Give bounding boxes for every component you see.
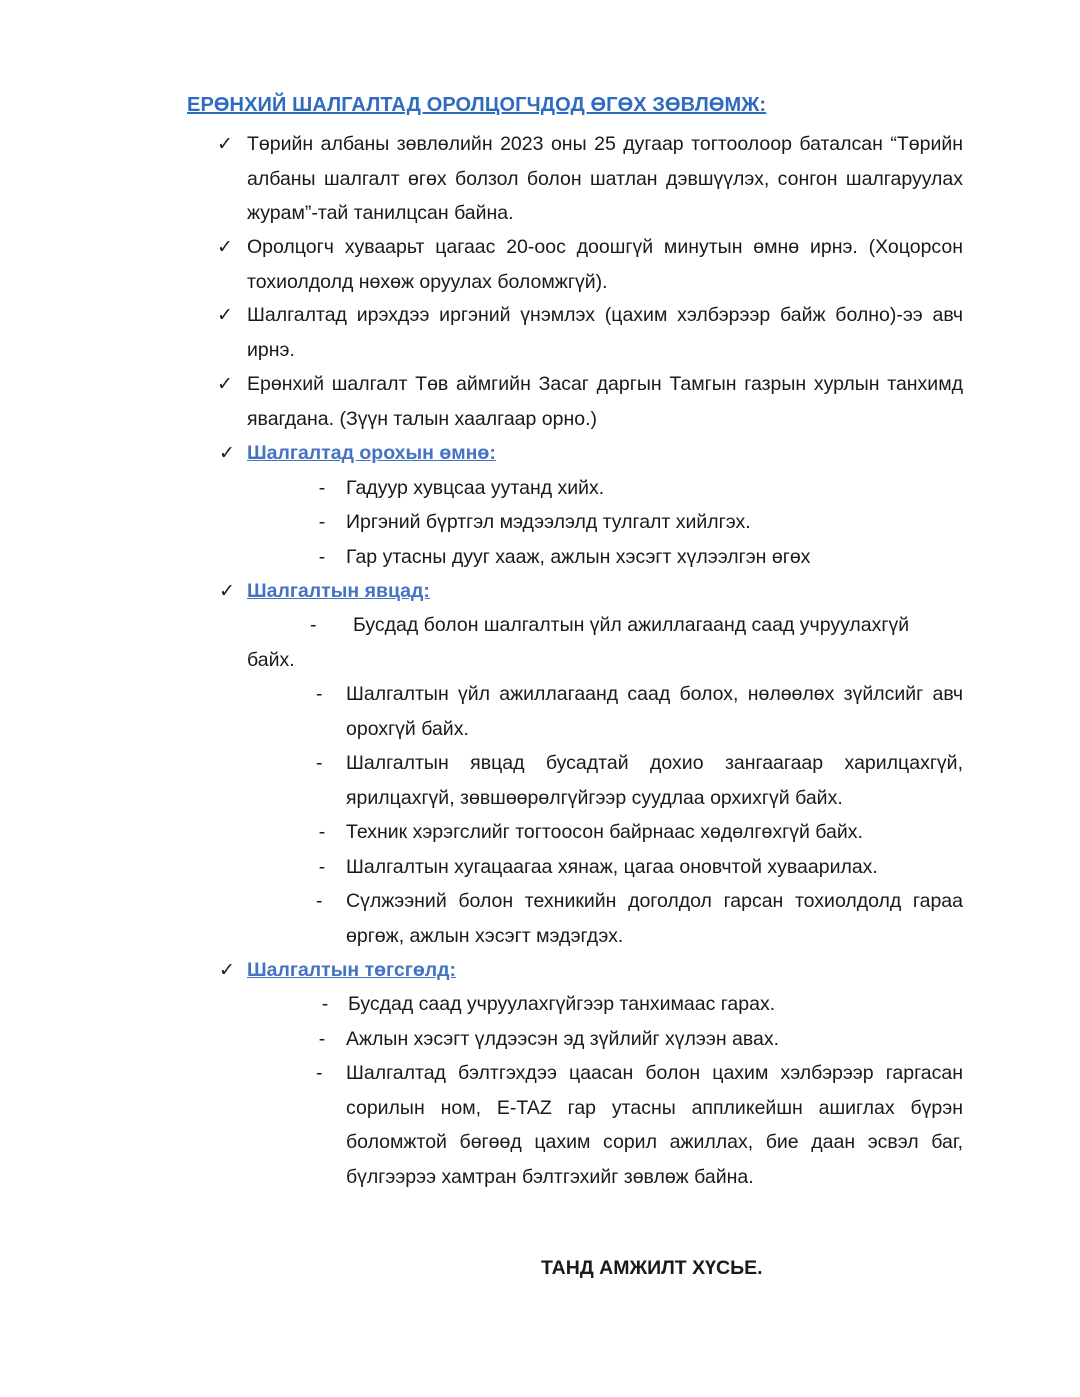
list-item-text: Гар утасны дууг хааж, ажлын хэсэгт хүлээлгэн өгөх — [346, 546, 811, 568]
dash-bullet: - — [318, 546, 326, 568]
list-item-text: Иргэний бүртгэл мэдээлэлд тулгалт хийлгэх. — [346, 511, 751, 533]
list-item-text: Шалгалтын үйл ажиллагаанд саад болох, нөлөөлөх зүйлсийг авч орохгүй байх. — [346, 683, 963, 740]
section-heading-before-exam — [219, 436, 963, 471]
list-item-lead — [247, 608, 963, 677]
list-item-text: Шалгалтын хугацаагаа хянаж, цагаа оновчтой хуваарилах. — [346, 856, 878, 878]
list-item-text: Бусдад болон шалгалтын үйл ажиллагаанд саад учруулахгүй — [353, 614, 910, 636]
list-item-text: Техник хэрэгслийг тогтоосон байрнаас хөдөлгөхгүй байх. — [346, 821, 863, 843]
intro-item — [217, 367, 963, 436]
list-item — [316, 1056, 963, 1194]
closing-message: ТАНД АМЖИЛТ ХҮСЬЕ. — [541, 1257, 763, 1279]
document-title: ЕРӨНХИЙ ШАЛГАЛТАД ОРОЛЦОГЧДОД ӨГӨХ ЗӨВЛӨМЖ: — [187, 94, 767, 116]
dash-bullet: - — [318, 856, 326, 878]
list-item-text-continued: байх. — [247, 648, 295, 671]
dash-bullet: - — [316, 890, 323, 912]
intro-item — [217, 127, 963, 231]
list-item — [318, 1022, 963, 1057]
list-item — [321, 987, 963, 1022]
check-mark-icon: ✓ — [217, 304, 233, 326]
dash-bullet: - — [318, 477, 326, 499]
intro-item-text: Шалгалтад ирэхдээ иргэний үнэмлэх (цахим хэлбэрээр байж болно)-ээ авч ирнэ. — [247, 304, 963, 361]
check-mark-icon: ✓ — [219, 580, 235, 602]
intro-item-text: Төрийн албаны зөвлөлийн 2023 оны 25 дугаар тогтоолоор баталсан “Төрийн албаны шалгалт өгөх болзол болон шатлан дэвшүүлэх, сонгон шалгаруулах журам”-тай танилцсан байна. — [247, 133, 963, 224]
section-heading-text: Шалгалтын төгсгөлд: — [247, 959, 457, 981]
check-mark-icon: ✓ — [219, 442, 235, 464]
dash-bullet: - — [316, 1062, 323, 1084]
dash-bullet: - — [321, 993, 329, 1015]
list-item-text: Сүлжээний болон техникийн доголдол гарсан тохиолдолд гараа өргөж, ажлын хэсэгт мэдэгдэх. — [346, 890, 963, 947]
list-item-text: Ажлын хэсэгт үлдээсэн эд зүйлийг хүлээн авах. — [346, 1028, 779, 1050]
intro-item-text: Ерөнхий шалгалт Төв аймгийн Засаг даргын Тамгын газрын хурлын танхимд явагдана. (Зүүн талын хаалгаар орно.) — [247, 373, 963, 430]
section-heading-during-exam — [219, 574, 963, 609]
list-item-text: Шалгалтад бэлтгэхдээ цаасан болон цахим хэлбэрээр гаргасан сорилын ном, E-TAZ гар утасны аппликейшн ашиглах бүрэн боломжтой бөгөөд цахим сорил ажиллах, бие даан эсвэл баг, бүлгээрээ хамтран бэлтгэхийг зөвлөж байна. — [346, 1062, 963, 1188]
check-mark-icon: ✓ — [217, 133, 233, 155]
list-item — [316, 677, 963, 746]
dash-bullet: - — [310, 614, 317, 636]
list-item — [316, 746, 963, 815]
dash-bullet: - — [316, 683, 323, 705]
intro-item-text: Оролцогч хуваарьт цагаас 20-оос доошгүй минутын өмнө ирнэ. (Хоцорсон тохиолдолд нөхөж оруулах боломжгүй). — [247, 236, 963, 293]
intro-item — [217, 298, 963, 367]
check-mark-icon: ✓ — [219, 959, 235, 981]
dash-bullet: - — [318, 511, 326, 533]
dash-bullet: - — [318, 1028, 326, 1050]
list-item — [316, 884, 963, 953]
list-item-text: Гадуур хувцсаа уутанд хийх. — [346, 477, 605, 499]
list-item — [318, 815, 963, 850]
dash-bullet: - — [318, 821, 326, 843]
section-heading-text: Шалгалтад орохын өмнө: — [247, 442, 496, 464]
list-item-text: Шалгалтын явцад бусадтай дохио зангаагаар харилцахгүй, ярилцахгүй, зөвшөөрөлгүйгээр суудлаа орхихгүй байх. — [346, 752, 963, 809]
section-heading-end-of-exam — [219, 953, 963, 988]
list-item — [318, 850, 963, 885]
list-item — [318, 505, 963, 540]
check-mark-icon: ✓ — [217, 373, 233, 395]
dash-bullet: - — [316, 752, 323, 774]
list-item — [318, 471, 963, 506]
list-item-text: Бусдад саад учруулахгүйгээр танхимаас гарах. — [348, 993, 776, 1015]
check-mark-icon: ✓ — [217, 236, 233, 258]
intro-item — [217, 230, 963, 299]
section-heading-text: Шалгалтын явцад: — [247, 580, 430, 602]
list-item — [318, 540, 963, 575]
